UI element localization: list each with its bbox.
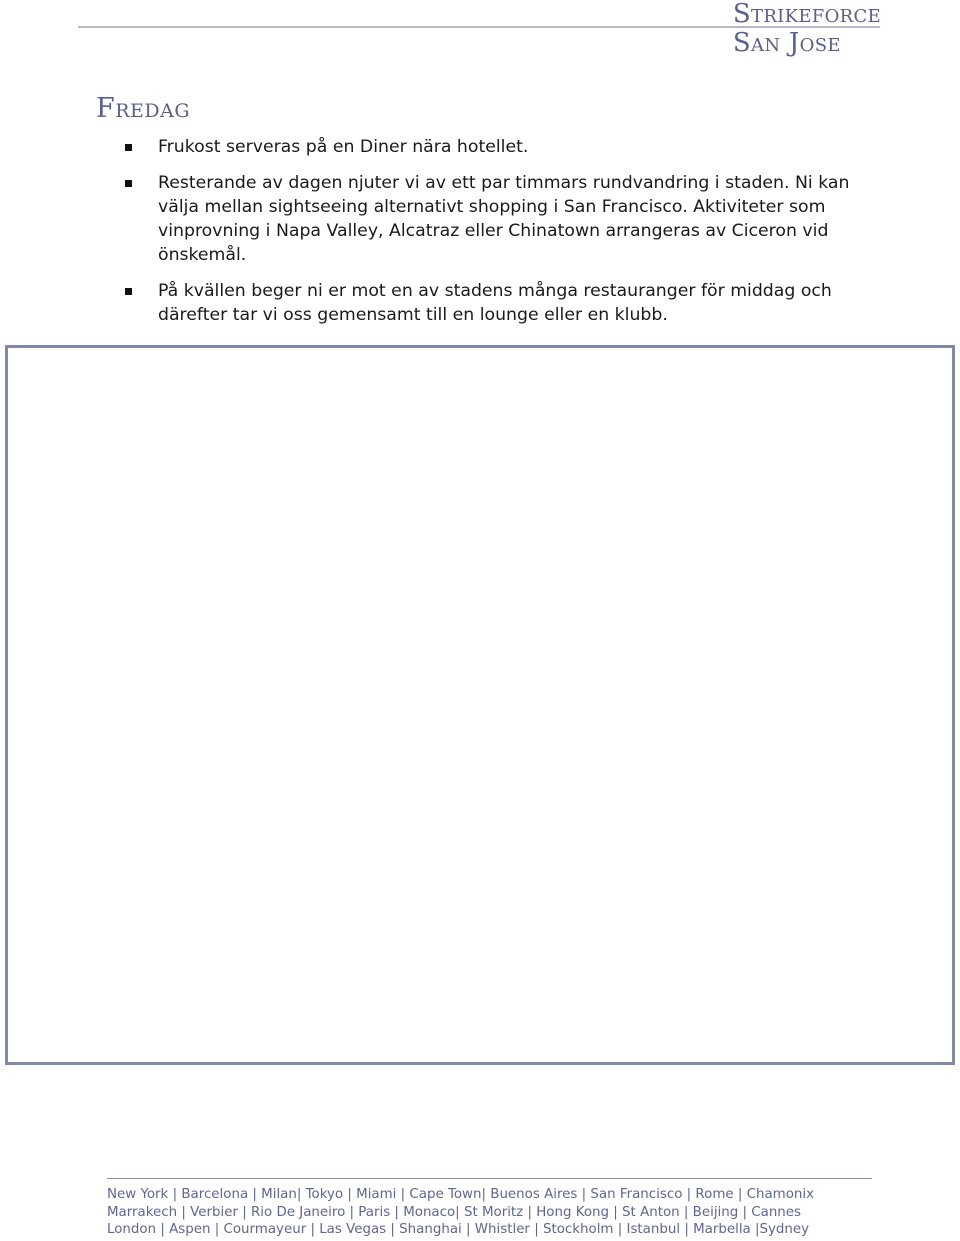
footer-divider	[107, 1178, 872, 1179]
footer-line-3: London | Aspen | Courmayeur | Las Vegas | Shanghai | Whistler | Stockholm | Istanbul | Marbella |Sydney	[107, 1222, 810, 1238]
section-title: Fredag	[96, 93, 191, 124]
itinerary-list	[0, 135, 960, 339]
image-frame	[5, 345, 955, 1065]
footer-line-1: New York | Barcelona | Milan| Tokyo | Miami | Cape Town| Buenos Aires | San Francisco | Rome | Chamonix	[107, 1187, 815, 1202]
list-item-text: På kvällen beger ni er mot en av stadens många restauranger för middag och därefter tar vi oss gemensamt till en lounge eller en klubb.	[158, 281, 832, 325]
square-bullet-icon	[125, 144, 132, 151]
list-item-text: Frukost serveras på en Diner nära hotellet.	[158, 137, 529, 157]
square-bullet-icon	[125, 288, 132, 295]
list-item	[0, 135, 960, 159]
brand-line-2: San Jose	[732, 28, 841, 58]
list-item	[0, 171, 960, 267]
brand-line-1: Strikeforce	[732, 0, 881, 29]
footer-cities	[107, 1186, 887, 1239]
square-bullet-icon	[125, 180, 132, 187]
footer-line-2: Marrakech | Verbier | Rio De Janeiro | Paris | Monaco| St Moritz | Hong Kong | St Anton | Beijing | Cannes	[107, 1204, 802, 1220]
list-item-text: Resterande av dagen njuter vi av ett par timmars rundvandring i staden. Ni kan välja mellan sightseeing alternativt shopping i San Francisco. Aktiviteter som vinprovning i Napa Valley, Alcatraz eller Chinatown arrangeras av Ciceron vid önskemål.	[158, 173, 850, 265]
brand-logo-text	[733, 0, 881, 58]
list-item	[0, 279, 960, 327]
